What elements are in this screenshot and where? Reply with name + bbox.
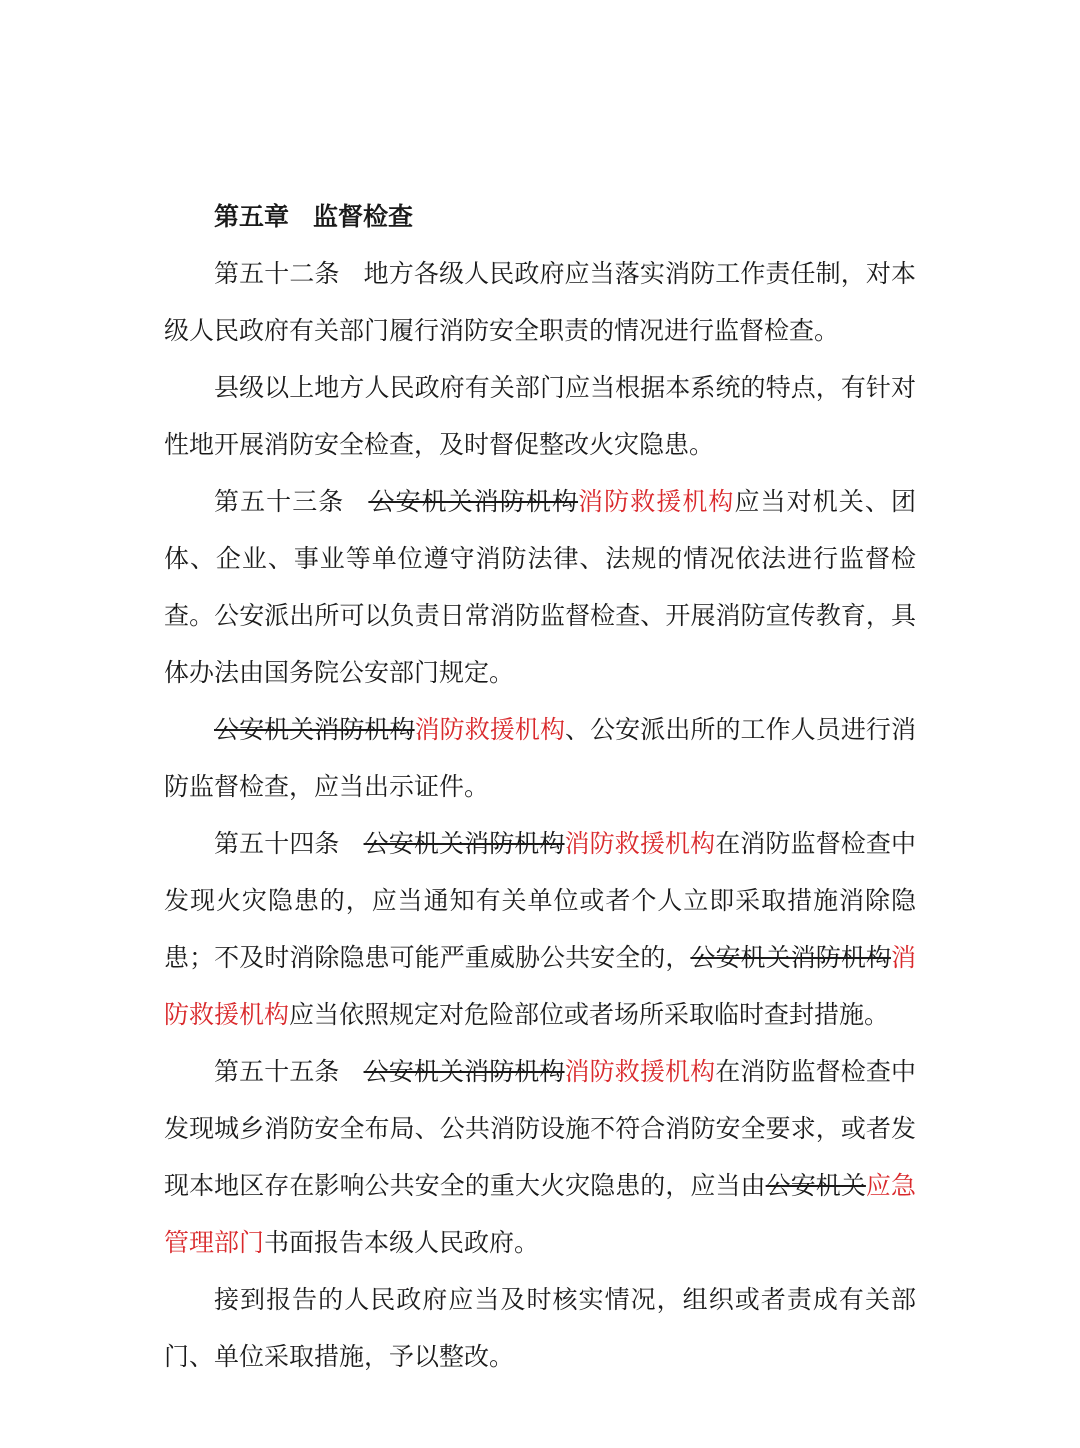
deleted-text: 公安机关消防机构 (368, 487, 579, 516)
paragraph-text: 书面报告本级人民政府。 (264, 1228, 540, 1257)
inserted-text: 消防救援机构 (564, 829, 716, 858)
paragraph-text: 县级以上地方人民政府有关部门应当根据本系统的特点，有针对性地开展消防安全检查，及时督促整改火灾隐患。 (164, 373, 916, 459)
paragraph-text: 应当依照规定对危险部位或者场所采取临时查封措施。 (289, 1000, 890, 1029)
deleted-text: 公安机关 (765, 1171, 866, 1200)
deleted-text: 公安机关消防机构 (363, 829, 565, 858)
article-number: 第五十四条 (214, 829, 340, 858)
article-54-paragraph (164, 815, 916, 1043)
paragraph-text: 、公安派出所的工作人员进行消防监督检查，应当出示证件。 (164, 715, 916, 801)
inserted-text: 消防救援机构 (578, 487, 735, 516)
chapter-number: 第五章 (214, 202, 290, 231)
article-52-paragraph-2 (164, 359, 916, 473)
article-number: 第五十五条 (214, 1057, 340, 1086)
chapter-heading (164, 188, 916, 245)
paragraph-text: 接到报告的人民政府应当及时核实情况，组织或者责成有关部门、单位采取措施，予以整改。 (164, 1285, 916, 1371)
document-body (164, 188, 916, 1385)
deleted-text: 公安机关消防机构 (363, 1057, 565, 1086)
paragraph-text: 在消防监督检查中发现火灾隐患的，应当通知有关单位或者个人立即采取措施消除隐患；不及时消除隐患可能严重威胁公共安全的， (164, 829, 916, 972)
deleted-text: 公安机关消防机构 (690, 943, 891, 972)
article-53-paragraph-2 (164, 701, 916, 815)
paragraph-text: 地方各级人民政府应当落实消防工作责任制，对本级人民政府有关部门履行消防安全职责的情况进行监督检查。 (164, 259, 916, 345)
inserted-text: 应急管理部门 (164, 1171, 916, 1257)
article-53-paragraph (164, 473, 916, 701)
inserted-text: 消防救援机构 (564, 1057, 716, 1086)
article-number: 第五十三条 (214, 487, 345, 516)
paragraph-text: 在消防监督检查中发现城乡消防安全布局、公共消防设施不符合消防安全要求，或者发现本地区存在影响公共安全的重大火灾隐患的，应当由 (164, 1057, 916, 1200)
article-55-paragraph-2 (164, 1271, 916, 1385)
paragraph-text: 应当对机关、团体、企业、事业等单位遵守消防法律、法规的情况依法进行监督检查。公安派出所可以负责日常消防监督检查、开展消防宣传教育，具体办法由国务院公安部门规定。 (164, 487, 916, 687)
deleted-text: 公安机关消防机构 (214, 715, 415, 744)
article-55-paragraph (164, 1043, 916, 1271)
chapter-title: 监督检查 (313, 202, 414, 231)
inserted-text: 消防救援机构 (414, 715, 566, 744)
inserted-text: 消防救援机构 (164, 943, 916, 1029)
article-52-paragraph (164, 245, 916, 359)
article-number: 第五十二条 (214, 259, 340, 288)
